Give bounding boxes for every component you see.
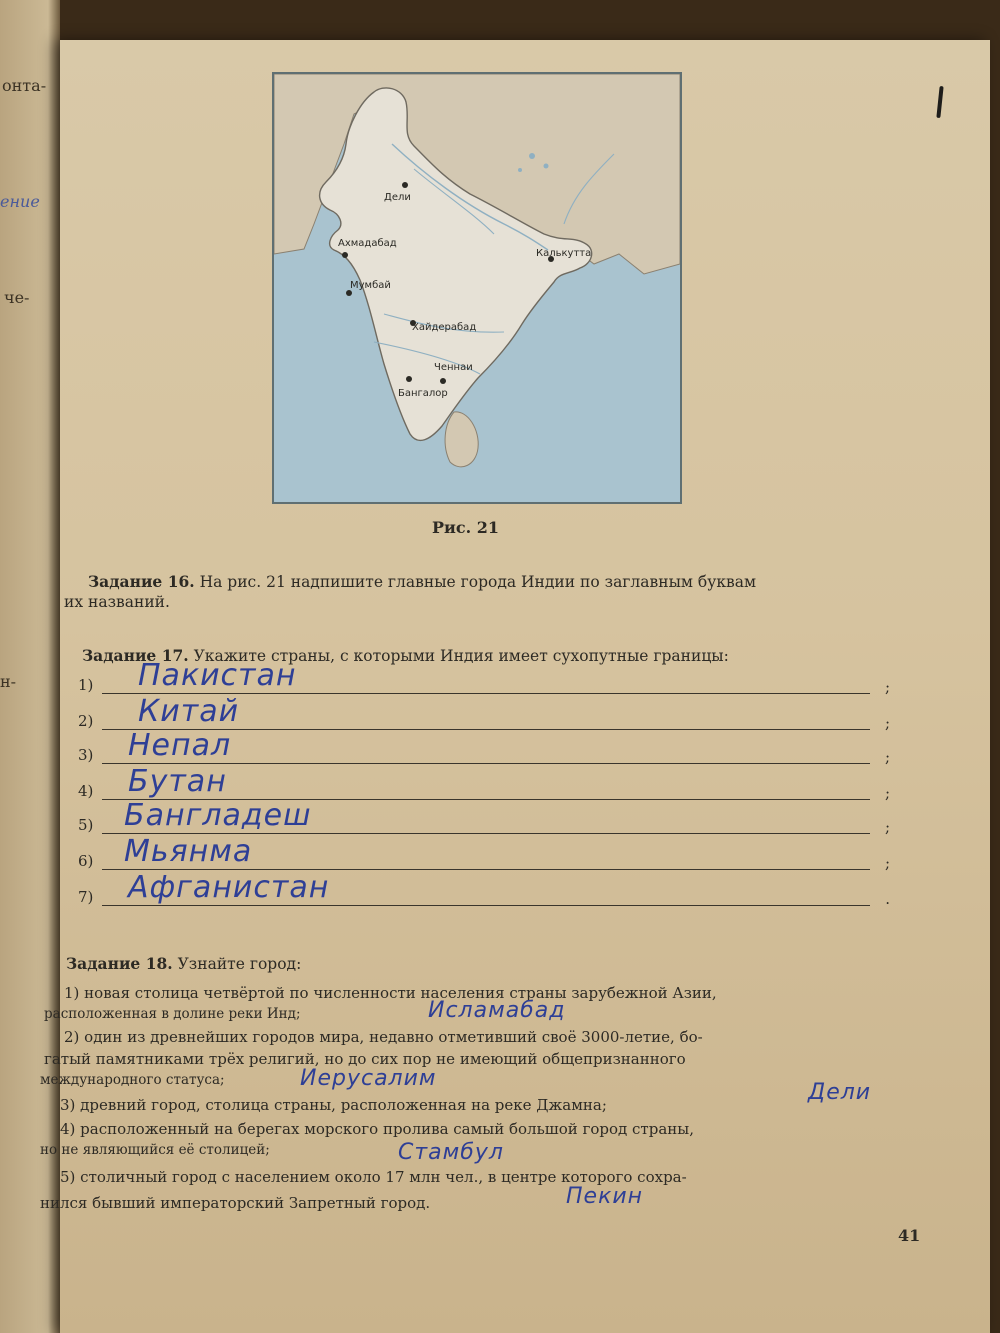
task18-question-line: 3) древний город, столица страны, расположенная на реке Джамна;	[60, 1096, 607, 1114]
task18-label: Задание 18.	[66, 954, 173, 973]
answer-end: .	[885, 890, 890, 908]
city-dot-ahmadabad	[342, 252, 348, 258]
task16-text: На рис. 21 надпишите главные города Индии по заглавным буквам	[199, 573, 757, 591]
left-page-fragment: че-	[4, 288, 30, 307]
answer-rule	[102, 905, 870, 906]
answer-number: 5)	[78, 816, 94, 834]
handwritten-answer[interactable]: Исламабад	[428, 998, 566, 1023]
city-label-delhi: Дели	[384, 192, 411, 203]
city-dot-bangalore	[406, 376, 412, 382]
handwritten-answer[interactable]: Непал	[128, 728, 232, 763]
left-page-fragment: онта-	[2, 76, 47, 95]
city-label-mumbai: Мумбай	[350, 280, 391, 291]
task17-answer-row	[78, 870, 898, 908]
task18-question-line: 5) столичный город с населением около 17 млн чел., в центре которого сохра-	[60, 1168, 687, 1186]
task16-line1	[88, 572, 888, 592]
task18-heading	[66, 954, 766, 974]
task17-answer-row	[78, 658, 898, 696]
answer-number: 6)	[78, 852, 94, 870]
city-dot-chennai	[440, 378, 446, 384]
answer-number: 1)	[78, 676, 94, 694]
city-dot-delhi	[402, 182, 408, 188]
handwritten-answer[interactable]: Китай	[138, 694, 240, 729]
handwritten-answer[interactable]: Мьянма	[124, 834, 253, 869]
city-label-hyderabad: Хайдерабад	[412, 322, 477, 333]
left-page-edge	[0, 0, 60, 1333]
task17-text: Укажите страны, с которыми Индия имеет сухопутные границы:	[193, 647, 729, 665]
task17-label: Задание 17.	[82, 646, 189, 665]
left-page-fragment: н-	[0, 672, 17, 691]
handwritten-answer[interactable]: Бангладеш	[124, 798, 312, 833]
answer-number: 7)	[78, 888, 94, 906]
task16-label: Задание 16.	[88, 572, 195, 591]
task18-question-line: международного статуса;	[40, 1072, 225, 1088]
task18-question-line: гатый памятниками трёх религий, но до сих пор не имеющий общепризнанного	[44, 1050, 686, 1068]
answer-number: 3)	[78, 746, 94, 764]
task16-line2: их названий.	[64, 593, 170, 611]
handwritten-answer[interactable]: Иерусалим	[300, 1066, 437, 1091]
figure-caption: Рис. 21	[432, 518, 500, 537]
handwritten-answer[interactable]: Пекин	[566, 1184, 644, 1209]
task18-text: Узнайте город:	[177, 955, 302, 973]
page-number: 41	[898, 1226, 921, 1245]
answer-end: ;	[884, 784, 890, 802]
answer-end: ;	[884, 748, 890, 766]
task18-question-line: 4) расположенный на берегах морского пролива самый большой город страны,	[60, 1120, 694, 1138]
handwritten-answer[interactable]: Бутан	[128, 764, 227, 799]
task18-question-line: нился бывший императорский Запретный город.	[40, 1194, 431, 1212]
city-label-kolkata: Калькутта	[536, 248, 592, 259]
handwritten-answer[interactable]: Дели	[808, 1080, 872, 1105]
task18-question-line: 1) новая столица четвёртой по численности населения страны зарубежной Азии,	[64, 984, 717, 1002]
city-label-bangalore: Бангалор	[398, 388, 448, 399]
city-label-ahmadabad: Ахмадабад	[338, 238, 397, 249]
left-page-fragment: ение	[0, 192, 40, 211]
handwritten-answer[interactable]: Пакистан	[138, 658, 297, 693]
task18-question-line: 2) один из древнейших городов мира, недавно отметивший своё 3000-летие, бо-	[64, 1028, 703, 1046]
answer-end: ;	[884, 854, 890, 872]
answer-end: ;	[884, 818, 890, 836]
task17-answer-row	[78, 798, 898, 836]
task17-answer-row	[78, 834, 898, 872]
answer-end: ;	[884, 678, 890, 696]
answer-end: ;	[884, 714, 890, 732]
city-label-chennai: Ченнаи	[434, 362, 473, 373]
answer-number: 2)	[78, 712, 94, 730]
map-graphic	[274, 74, 680, 502]
india-map	[272, 72, 682, 504]
task18-question-line: но не являющийся её столицей;	[40, 1142, 270, 1158]
task17-answer-row	[78, 728, 898, 766]
task18-question-line: расположенная в долине реки Инд;	[44, 1006, 301, 1022]
answer-number: 4)	[78, 782, 94, 800]
handwritten-answer[interactable]: Стамбул	[398, 1140, 504, 1165]
handwritten-answer[interactable]: Афганистан	[128, 870, 330, 905]
